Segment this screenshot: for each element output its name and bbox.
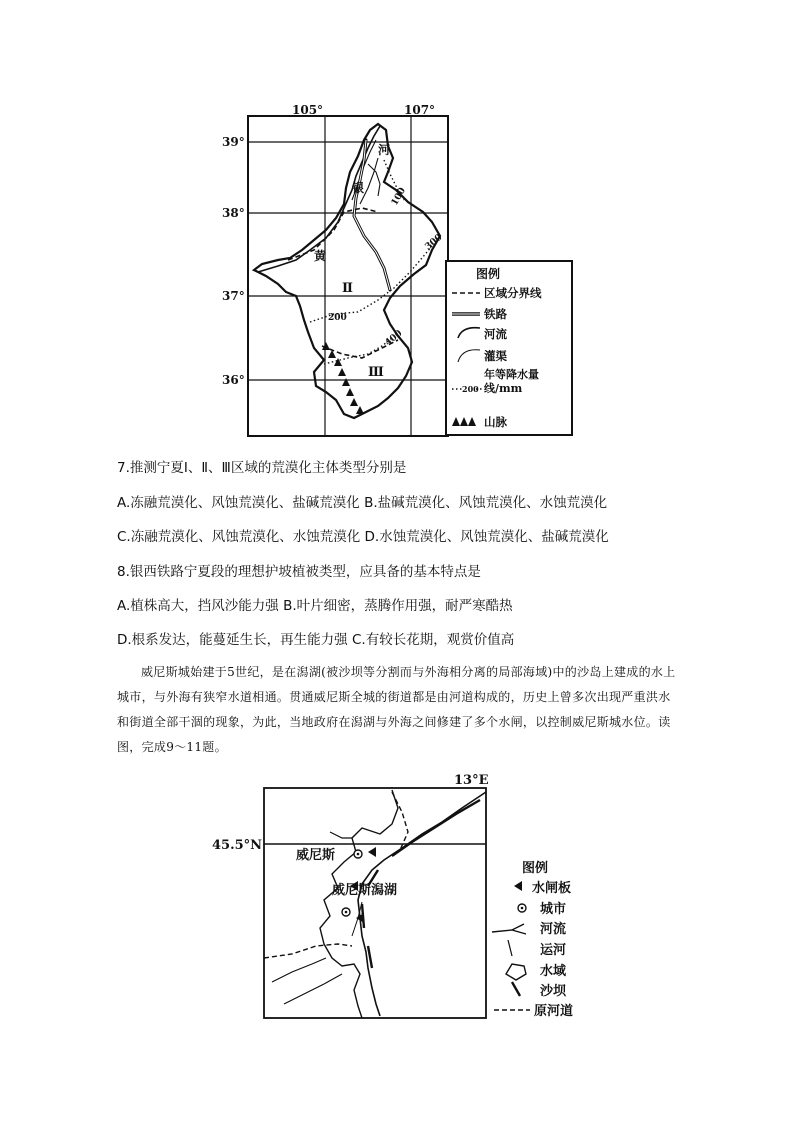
city-chioggia [342,908,350,916]
question-8-options-dc: D.根系发达，能蔓延生长，再生能力强 C.有较长花期，观赏价值高 [117,632,515,648]
mountain-symbols [322,342,364,414]
venice-passage: 威尼斯城始建于5世纪，是在潟湖(被沙坝等分割而与外海相分离的局部海域)中的沙岛上建成的水上城市，与外海有狭窄水道相通。贯通威尼斯全城的街道都是由河道构成的，历史上曾多次出现严重洪水和街道全部干涸的现象，为此，当地政府在潟湖与外海之间修建了多个水闸，以控制威尼斯城水位。读图，完成9～11题。 [117,665,676,754]
label-he: 河 [378,143,391,157]
isoline-400 [324,338,392,364]
sluice-gate-1 [368,847,376,857]
original-river-course [264,792,408,958]
label-huang: 黄 [314,249,327,263]
label-yin: 银 [352,181,365,195]
venice-map [212,768,592,1020]
legend-mountain: 山脉 [484,415,507,429]
legend-isoline: 年等降水量线/mm [484,368,539,395]
coastline [358,792,486,1016]
question-8-options-ab: A.植株高大，挡风沙能力强 B.叶片细密，蒸腾作用强，耐严寒酷热 [117,598,513,614]
lon-label-105: 105° [292,103,324,117]
legend2-water: 水域 [540,964,567,979]
legend2-city: 城市 [540,902,567,917]
legend-isoline-value: 200 [462,384,479,394]
lat-label-38: 38° [222,206,245,220]
legend2-canal: 运河 [540,943,567,958]
lon-label-107: 107° [404,103,436,117]
label-venice-lagoon: 威尼斯潟湖 [332,883,398,898]
map-frame [248,116,448,436]
region-label-2: Ⅱ [342,281,353,296]
lon-label-13e: 13°E [454,773,489,788]
legend2-title: 图例 [522,861,549,876]
isoline-300 [310,246,432,322]
legend-title: 图例 [476,267,501,281]
lat-label-36: 36° [222,373,245,387]
graticule [248,116,448,436]
map2-frame [264,788,486,1018]
question-8: 8.银西铁路宁夏段的理想护坡植被类型，应具备的基本特点是 [117,564,481,580]
map2-legend [492,860,573,1019]
map1-legend [446,261,572,435]
railway-line [354,140,390,290]
isoline-label-400: 400 [383,328,405,349]
region-label-3: Ⅲ [368,365,384,380]
question-7-options-cd: C.冻融荒漠化、风蚀荒漠化、水蚀荒漠化 D.水蚀荒漠化、风蚀荒漠化、盐碱荒漠化 [117,529,609,545]
legend-river: 河流 [484,327,507,341]
city-venice [354,850,362,858]
lat-label-45-5n: 45.5°N [212,838,263,853]
legend2-river: 河流 [540,922,567,937]
question-7: 7.推测宁夏Ⅰ、Ⅱ、Ⅲ区域的荒漠化主体类型分别是 [117,460,407,476]
legend2-original-course: 原河道 [534,1004,574,1019]
lat-label-39: 39° [222,135,245,149]
isoline-label-300: 300 [423,232,445,253]
lat-label-37: 37° [222,289,245,303]
legend2-sluice: 水闸板 [532,881,572,896]
isoline-label-200: 200 [328,313,347,323]
legend-railway: 铁路 [484,307,507,321]
ningxia-outline [254,124,440,418]
question-7-options-ab: A.冻融荒漠化、风蚀荒漠化、盐碱荒漠化 B.盐碱荒漠化、风蚀荒漠化、水蚀荒漠化 [117,495,608,511]
legend-boundary: 区域分界线 [484,286,542,300]
label-venice: 威尼斯 [296,848,336,863]
legend2-sandbar: 沙坝 [540,984,567,999]
ningxia-map [218,100,580,440]
legend-canal: 灌渠 [484,349,507,363]
isoline-label-100: 100 [389,186,408,208]
